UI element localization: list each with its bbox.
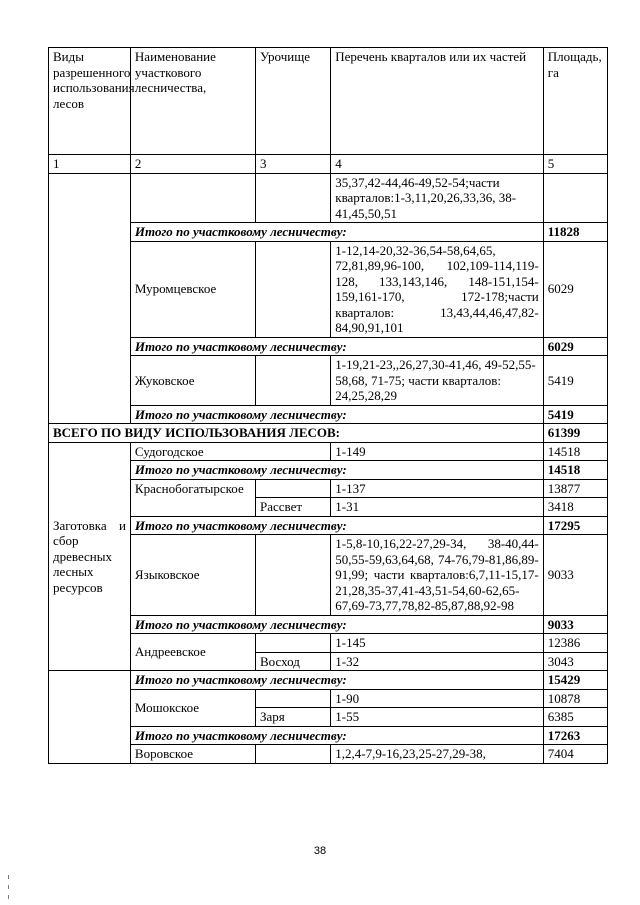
area-cell: 5419 bbox=[543, 356, 607, 406]
table-row bbox=[49, 479, 608, 498]
table-row bbox=[49, 634, 608, 653]
grand-total-value: 61399 bbox=[543, 424, 607, 443]
tract-cell bbox=[255, 634, 330, 653]
table-row bbox=[49, 241, 608, 337]
table-row bbox=[49, 442, 608, 461]
quarters-cell: 1-19,21-23,,26,27,30-41,46, 49-52,55-58,68, 71-75; части кварталов: 24,25,28,29 bbox=[331, 356, 544, 406]
subtotal-row bbox=[49, 615, 608, 634]
subtotal-label: Итого по участковому лесничеству: bbox=[130, 615, 543, 634]
subtotal-row bbox=[49, 337, 608, 356]
header-tract: Урочище bbox=[255, 48, 330, 155]
subtotal-row bbox=[49, 223, 608, 242]
tract-cell: Восход bbox=[255, 652, 330, 671]
quarters-cell: 1-31 bbox=[331, 498, 544, 517]
quarters-cell: 1-90 bbox=[331, 689, 544, 708]
table-row bbox=[49, 173, 608, 223]
forestry-name-cell bbox=[130, 173, 255, 223]
grand-total-row bbox=[49, 424, 608, 443]
subtotal-value: 11828 bbox=[543, 223, 607, 242]
forestry-name-cell: Воровское bbox=[130, 745, 255, 764]
col-number: 5 bbox=[543, 155, 607, 174]
subtotal-row bbox=[49, 726, 608, 745]
col-number: 4 bbox=[331, 155, 544, 174]
tract-cell bbox=[255, 241, 330, 337]
area-cell: 6029 bbox=[543, 241, 607, 337]
forestry-name-cell: Мошокское bbox=[130, 689, 255, 726]
tract-cell bbox=[255, 689, 330, 708]
use-type-cell: Заготовка и сбор древесных лесных ресурсов bbox=[49, 442, 131, 671]
area-cell: 6385 bbox=[543, 708, 607, 727]
subtotal-value: 15429 bbox=[543, 671, 607, 690]
quarters-cell: 1-55 bbox=[331, 708, 544, 727]
header-forestry-name: Наименование участкового лесничества, bbox=[130, 48, 255, 155]
quarters-cell: 1-145 bbox=[331, 634, 544, 653]
subtotal-label: Итого по участковому лесничеству: bbox=[130, 671, 543, 690]
header-use-type: Виды разрешенного использования лесов bbox=[49, 48, 131, 155]
table-row bbox=[49, 745, 608, 764]
area-cell: 9033 bbox=[543, 535, 607, 616]
quarters-cell: 1,2,4-7,9-16,23,25-27,29-38, bbox=[331, 745, 544, 764]
area-cell: 10878 bbox=[543, 689, 607, 708]
subtotal-value: 6029 bbox=[543, 337, 607, 356]
subtotal-row bbox=[49, 405, 608, 424]
area-cell: 3043 bbox=[543, 652, 607, 671]
forestry-name-cell: Языковское bbox=[130, 535, 255, 616]
quarters-cell: 1-32 bbox=[331, 652, 544, 671]
quarters-cell: 1-5,8-10,16,22-27,29-34, 38-40,44-50,55-59,63,64,68, 74-76,79-81,86,89-91,99; части кварталов:6,7,11-15,17-21,28,35-37,41-43,51-54,60-62,65-67,69-73,77,78,82-85,87,88,92-98 bbox=[331, 535, 544, 616]
use-type-cell-empty bbox=[49, 173, 131, 424]
subtotal-label: Итого по участковому лесничеству: bbox=[130, 405, 543, 424]
subtotal-row bbox=[49, 461, 608, 480]
forestry-name-cell: Краснобогатырское bbox=[130, 479, 255, 516]
scan-mark bbox=[8, 875, 9, 879]
subtotal-value: 17295 bbox=[543, 516, 607, 535]
subtotal-label: Итого по участковому лесничеству: bbox=[130, 726, 543, 745]
forestry-name-cell: Судогодское bbox=[130, 442, 330, 461]
forest-use-table bbox=[48, 47, 608, 764]
header-quarters: Перечень кварталов или их частей bbox=[331, 48, 544, 155]
tract-cell: Рассвет bbox=[255, 498, 330, 517]
subtotal-label: Итого по участковому лесничеству: bbox=[130, 461, 543, 480]
table-row bbox=[49, 535, 608, 616]
tract-cell bbox=[255, 173, 330, 223]
forestry-name-cell: Жуковское bbox=[130, 356, 255, 406]
area-cell: 12386 bbox=[543, 634, 607, 653]
column-number-row bbox=[49, 155, 608, 174]
forestry-name-cell: Андреевское bbox=[130, 634, 255, 671]
area-cell bbox=[543, 173, 607, 223]
quarters-cell: 1-137 bbox=[331, 479, 544, 498]
quarters-cell: 1-12,14-20,32-36,54-58,64,65, 72,81,89,96-100, 102,109-114,119-128, 133,143,146, 148-151,154-159,161-170, 172-178;части кварталов: 13,43,44,46,47,82-84,90,91,101 bbox=[331, 241, 544, 337]
quarters-cell: 35,37,42-44,46-49,52-54;части кварталов:1-3,11,20,26,33,36, 38-41,45,50,51 bbox=[331, 173, 544, 223]
header-row bbox=[49, 48, 608, 155]
subtotal-value: 17263 bbox=[543, 726, 607, 745]
tract-cell bbox=[255, 745, 330, 764]
area-cell: 14518 bbox=[543, 442, 607, 461]
page-number: 38 bbox=[313, 845, 327, 857]
tract-cell bbox=[255, 479, 330, 498]
header-area: Площадь, га bbox=[543, 48, 607, 155]
area-cell: 7404 bbox=[543, 745, 607, 764]
tract-cell: Заря bbox=[255, 708, 330, 727]
forestry-name-cell: Муромцевское bbox=[130, 241, 255, 337]
subtotal-row bbox=[49, 516, 608, 535]
col-number: 3 bbox=[255, 155, 330, 174]
table-row bbox=[49, 689, 608, 708]
scan-mark bbox=[8, 885, 9, 889]
subtotal-value: 5419 bbox=[543, 405, 607, 424]
col-number: 2 bbox=[130, 155, 255, 174]
quarters-cell: 1-149 bbox=[331, 442, 544, 461]
grand-total-label: ВСЕГО ПО ВИДУ ИСПОЛЬЗОВАНИЯ ЛЕСОВ: bbox=[49, 424, 544, 443]
area-cell: 3418 bbox=[543, 498, 607, 517]
subtotal-value: 14518 bbox=[543, 461, 607, 480]
table-row bbox=[49, 356, 608, 406]
subtotal-label: Итого по участковому лесничеству: bbox=[130, 223, 543, 242]
scan-mark bbox=[8, 895, 9, 899]
col-number: 1 bbox=[49, 155, 131, 174]
area-cell: 13877 bbox=[543, 479, 607, 498]
subtotal-row bbox=[49, 671, 608, 690]
subtotal-label: Итого по участковому лесничеству: bbox=[130, 337, 543, 356]
use-type-cell-empty bbox=[49, 671, 131, 764]
tract-cell bbox=[255, 356, 330, 406]
tract-cell bbox=[255, 535, 330, 616]
subtotal-value: 9033 bbox=[543, 615, 607, 634]
subtotal-label: Итого по участковому лесничеству: bbox=[130, 516, 543, 535]
